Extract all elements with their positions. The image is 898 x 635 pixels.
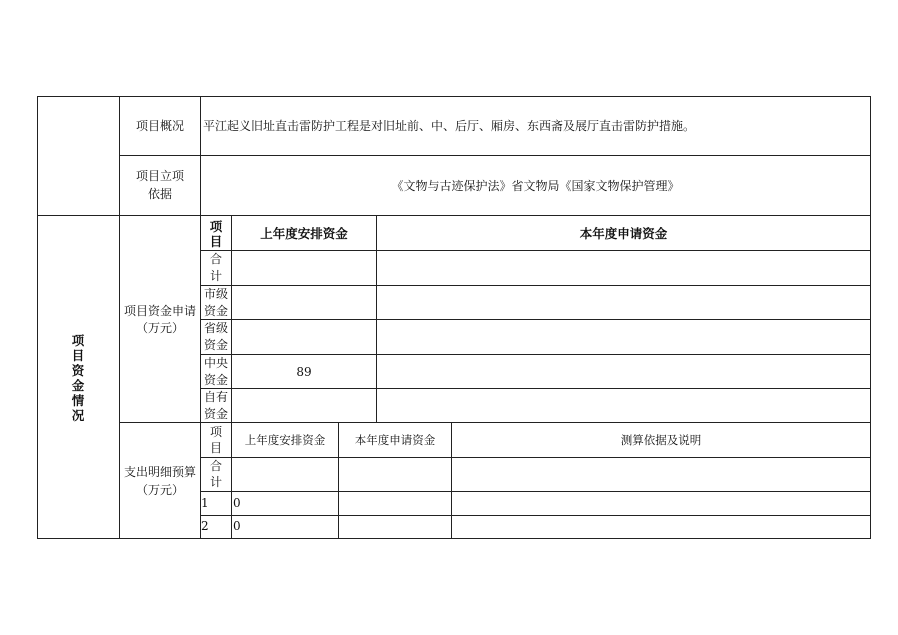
table-line — [37, 215, 871, 216]
expense-label-line2: （万元） — [135, 483, 184, 497]
funding-header-item: 项目 — [209, 219, 223, 249]
funding-row-name-line2: 计 — [209, 269, 222, 283]
table-line — [200, 515, 871, 516]
table-line — [200, 354, 871, 355]
table-line — [200, 388, 871, 389]
funding-header-last-year: 上年度安排资金 — [260, 226, 348, 241]
expense-row-last-year: 0 — [233, 496, 241, 510]
expense-row-name-line2: 计 — [209, 475, 222, 489]
expense-header-this-year: 本年度申请资金 — [354, 433, 436, 447]
funding-row-name-line2: 资金 — [203, 304, 228, 318]
basis-text: 《文物与古迹保护法》省文物局《国家文物保护管理》 — [391, 179, 680, 193]
overview-text: 平江起义旧址直击雷防护工程是对旧址前、中、后厅、厢房、东西斋及展厅直击雷防护措施。 — [203, 119, 696, 133]
basis-label-line2: 依据 — [147, 187, 172, 201]
overview-label: 项目概况 — [135, 119, 184, 133]
table-line — [376, 215, 377, 423]
expense-header-item-line1: 项 — [209, 425, 222, 439]
table-line — [37, 96, 871, 97]
expense-row-name: 1 — [201, 496, 209, 510]
table-line — [870, 96, 871, 539]
expense-header-last-year: 上年度安排资金 — [244, 433, 326, 447]
table-line — [37, 538, 871, 539]
table-line — [200, 491, 871, 492]
table-line — [200, 319, 871, 320]
table-line — [119, 155, 871, 156]
expense-row-name-line1: 合 — [209, 459, 222, 473]
funding-row-last-year: 89 — [296, 365, 312, 379]
table-line — [200, 457, 871, 458]
funding-row-name-line1: 市级 — [203, 287, 228, 301]
table-line — [200, 285, 871, 286]
expense-label-line1: 支出明细预算 — [123, 465, 196, 479]
funding-row-name-line1: 省级 — [203, 321, 228, 335]
funding-row-name-line1: 中央 — [203, 356, 228, 370]
funding-request-label-line1: 项目资金申请 — [123, 304, 196, 318]
expense-header-item-line2: 目 — [209, 441, 222, 455]
funding-header-this-year: 本年度申请资金 — [579, 226, 668, 241]
funding-row-name-line1: 自有 — [203, 390, 228, 404]
funding-row-name-line2: 资金 — [203, 407, 228, 421]
funding-row-name-line1: 合 — [209, 252, 222, 266]
table-line — [200, 250, 871, 251]
expense-row-last-year: 0 — [233, 519, 241, 533]
expense-row-name: 2 — [201, 519, 209, 533]
expense-header-basis: 测算依据及说明 — [620, 433, 702, 447]
basis-label-line1: 项目立项 — [135, 169, 184, 183]
funding-row-name-line2: 资金 — [203, 338, 228, 352]
funding-section-label: 项目资金情况 — [71, 333, 85, 423]
funding-request-label-line2: （万元） — [135, 321, 184, 335]
table-line — [37, 96, 38, 539]
funding-row-name-line2: 资金 — [203, 373, 228, 387]
